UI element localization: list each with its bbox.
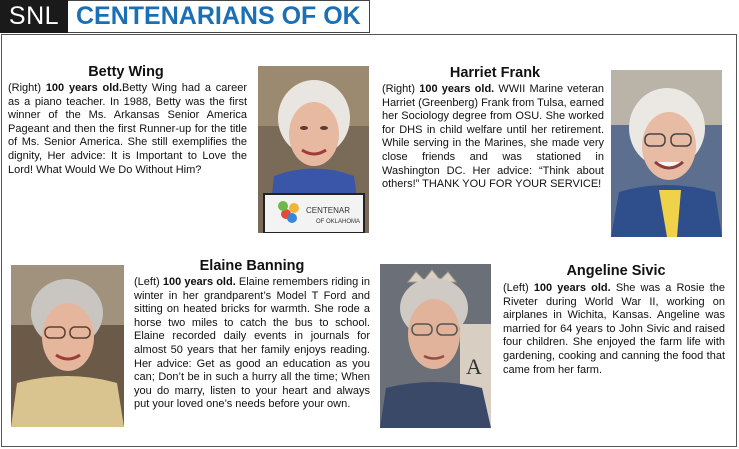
profile-name-harriet: Harriet Frank xyxy=(449,65,541,81)
header xyxy=(0,0,370,33)
profile-name-angeline: Angeline Sivic xyxy=(566,263,666,279)
photo-certificate-line2: OF OKLAHOMA xyxy=(316,219,361,225)
header-tag: SNL xyxy=(0,0,68,33)
photo-elaine xyxy=(11,265,124,427)
profile-bio-elaine xyxy=(134,276,370,412)
photo-background-letter: A xyxy=(466,354,482,379)
photo-betty xyxy=(258,66,369,233)
profile-age: 100 years old. xyxy=(162,276,236,288)
profile-name-betty: Betty Wing xyxy=(88,64,164,80)
profile-bio-betty xyxy=(8,82,247,177)
profile-text: Elaine remembers riding in winter in her grandparent’s Model T Ford and sitting on heated bricks for warmth. She rode a horse two miles to catch the bus to school. Elaine recorded daily events in journals for almost 50 years that her family enjoys reading. Her advice: Get as good an education as you can; Don’t be in such a hurry all the time; When you do marry, listen to your heart and always put your loved one’s needs before your own. xyxy=(134,276,370,411)
profile-age: 100 years old. xyxy=(533,282,611,294)
profile-text: WWII Marine veteran Harriet (Greenberg) Frank from Tulsa, earned her Sociology degree from OSU. She worked for DHS in child welfare until her retirement. While serving in the Marines, she made very close friends and was stationed in Washington DC. Her advice: “Think about others!” THANK YOU FOR YOUR SERVICE! xyxy=(382,83,604,191)
profile-position: (Right) xyxy=(8,82,42,94)
photo-angeline xyxy=(380,264,491,428)
photo-harriet xyxy=(611,70,722,237)
profile-position: (Left) xyxy=(503,282,529,294)
profile-bio-angeline xyxy=(503,282,725,377)
photo-certificate-line1: CENTENAR xyxy=(306,206,351,215)
profile-position: (Left) xyxy=(134,276,160,288)
profile-bio-harriet xyxy=(382,83,604,192)
profile-name-elaine: Elaine Banning xyxy=(199,258,305,274)
profile-age: 100 years old. xyxy=(45,82,123,94)
profile-text: Betty Wing had a career as a piano teacher. In 1988, Betty was the first winner of the Ms. Arkansas Senior America Pageant and then the first Runner-up for the title of Ms. Senior America. She still exemplifies the dignity, Her advice: It is Important to Love the Lord! What Would We Do Without Him? xyxy=(8,82,247,176)
profile-text: She was a Rosie the Riveter during World War II, working on airplanes in Wichita, Kansas. Angeline was married for 64 years to John Sivic and raised four children. She enjoyed the farm life with gardening, cooking and canning the food that came from her farm. xyxy=(503,282,725,376)
profile-age: 100 years old. xyxy=(419,83,495,95)
profile-position: (Right) xyxy=(382,83,416,95)
page-title: CENTENARIANS OF OK xyxy=(68,0,370,33)
